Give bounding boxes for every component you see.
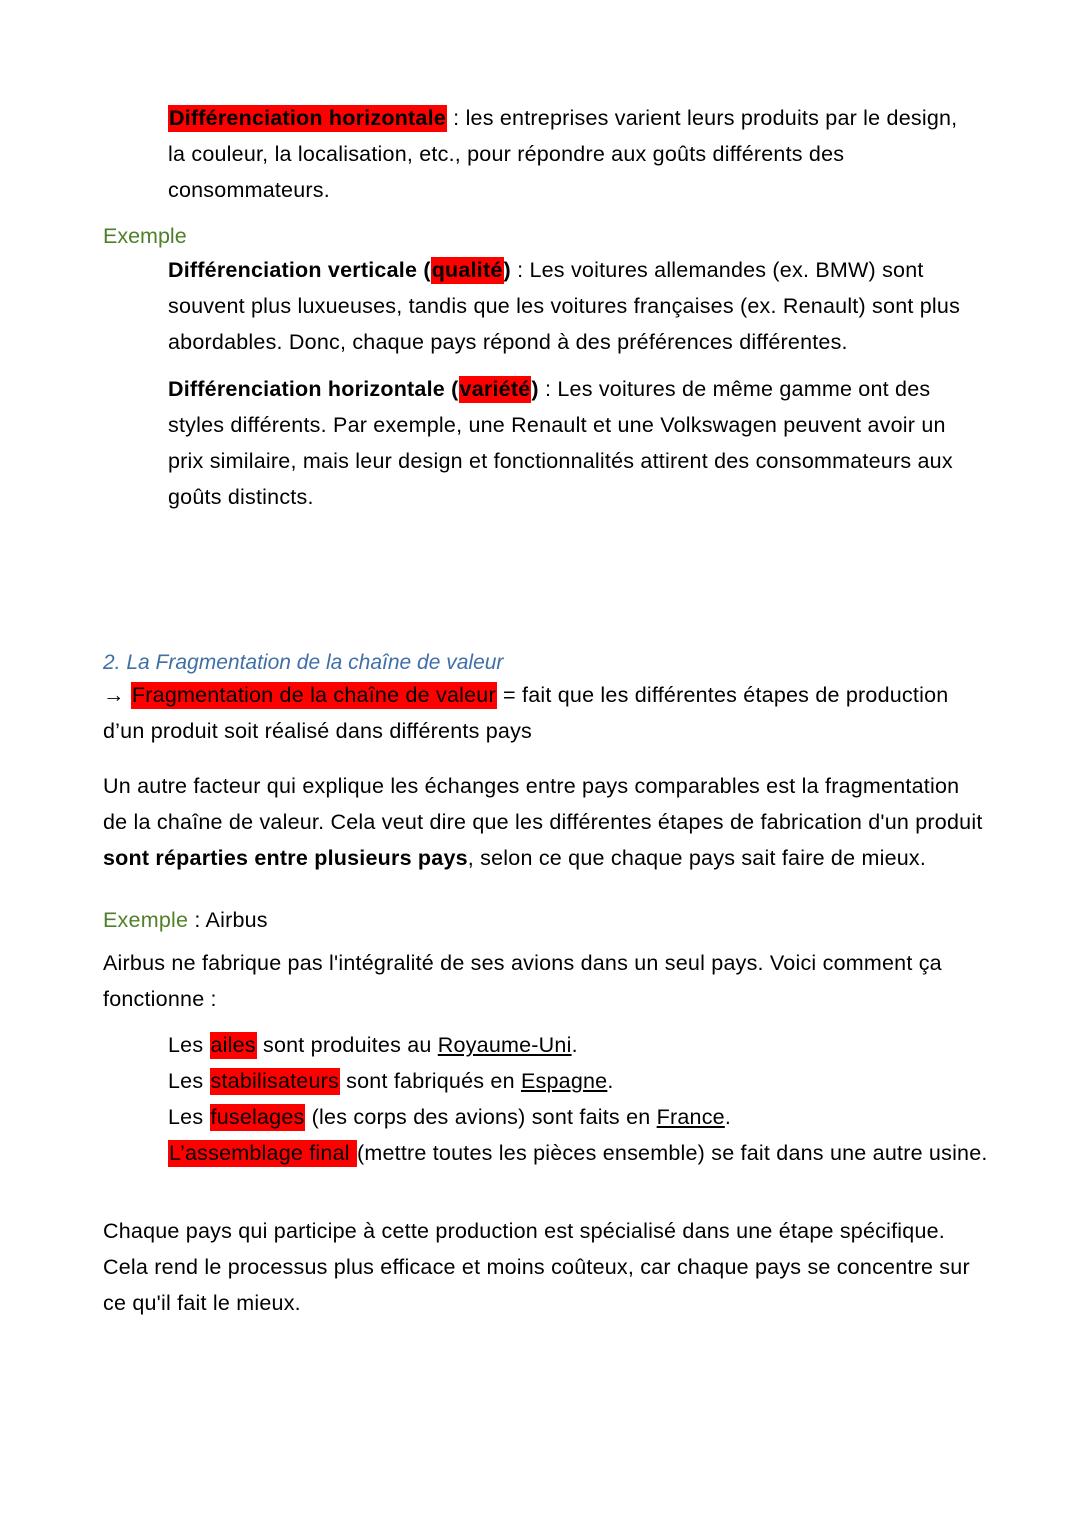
paragraph-part-1: Un autre facteur qui explique les échanges entre pays comparables est la fragmentation de la chaîne de valeur. Cela veut dire que les différentes étapes de fabrication d'un produit bbox=[103, 774, 983, 834]
definition-separator: : bbox=[538, 377, 558, 401]
list-item bbox=[168, 1099, 998, 1135]
paragraph-autre-facteur bbox=[103, 768, 983, 876]
heading-exemple-label: Exemple bbox=[103, 908, 189, 932]
term-differenciation-horizontale-prefix: Différenciation horizontale ( bbox=[168, 377, 459, 401]
list-item-middle: sont fabriqués en bbox=[339, 1069, 521, 1093]
heading-exemple-subject: : Airbus bbox=[188, 908, 268, 932]
definition-body: Les voitures de même gamme ont des styles différents. Par exemple, une Renault et une Volkswagen peuvent avoir un prix similaire, mais leur design et fonctionnalités attirent des consommateurs aux goûts distincts. bbox=[168, 377, 953, 509]
list-airbus-production-steps bbox=[168, 1027, 998, 1171]
underline-espagne: Espagne bbox=[520, 1069, 608, 1093]
arrow-right-icon: → bbox=[103, 683, 125, 707]
paragraph-differenciation-horizontale bbox=[168, 100, 978, 208]
heading-exemple-2 bbox=[103, 902, 603, 938]
paragraph-conclusion: Chaque pays qui participe à cette production est spécialisé dans une étape spécifique. Cela rend le processus plus efficace et moins coûteux, car chaque pays se concentre sur ce qu'il fait le mieux. bbox=[103, 1219, 970, 1315]
space-after-arrow bbox=[125, 683, 131, 707]
list-item bbox=[168, 1027, 998, 1063]
highlight-assemblage-final: L’assemblage final bbox=[169, 1141, 356, 1165]
list-item-middle: (les corps des avions) sont faits en bbox=[305, 1105, 657, 1129]
highlight-fragmentation-chaine-valeur: Fragmentation de la chaîne de valeur bbox=[131, 683, 496, 707]
list-item-suffix: . bbox=[571, 1033, 578, 1057]
highlight-stabilisateurs: stabilisateurs bbox=[210, 1069, 339, 1093]
paragraph-differenciation-verticale bbox=[168, 252, 980, 360]
list-item-suffix: . bbox=[724, 1105, 732, 1129]
term-differenciation-verticale-suffix: ) bbox=[503, 258, 511, 282]
underline-france: France bbox=[656, 1105, 725, 1129]
paragraph-part-2: , selon ce que chaque pays sait faire de mieux. bbox=[467, 846, 927, 870]
underline-royaume-uni: Royaume-Uni bbox=[437, 1033, 572, 1057]
list-item-middle: (mettre toutes les pièces ensemble) se fait dans une autre usine. bbox=[356, 1141, 988, 1165]
highlight-fuselages: fuselages bbox=[210, 1105, 305, 1129]
definition-separator: : bbox=[446, 106, 466, 130]
definition-body: Les voitures allemandes (ex. BMW) sont souvent plus luxueuses, tandis que les voitures françaises (ex. Renault) sont plus abordables. Donc, chaque pays répond à des préférences différentes. bbox=[168, 258, 961, 354]
heading-exemple-1: Exemple bbox=[103, 224, 187, 248]
definition-separator: : bbox=[510, 258, 530, 282]
heading-section-2: 2. La Fragmentation de la chaîne de valeur bbox=[103, 651, 504, 674]
definition-body: fait que les différentes étapes de production d’un produit soit réalisé dans différents pays bbox=[103, 683, 949, 743]
highlight-qualite: qualité bbox=[431, 258, 503, 282]
list-item-suffix: . bbox=[607, 1069, 614, 1093]
definition-equals: = bbox=[496, 683, 522, 707]
list-item-middle: sont produites au bbox=[256, 1033, 438, 1057]
paragraph-definition-fragmentation bbox=[103, 677, 983, 749]
list-item bbox=[168, 1063, 998, 1099]
highlight-variete: variété bbox=[459, 377, 531, 401]
list-item bbox=[168, 1135, 998, 1171]
term-differenciation-verticale-prefix: Différenciation verticale ( bbox=[168, 258, 431, 282]
list-item-prefix: Les bbox=[168, 1069, 210, 1093]
term-differenciation-horizontale-suffix: ) bbox=[531, 377, 539, 401]
list-item-prefix: Les bbox=[168, 1033, 210, 1057]
highlight-ailes: ailes bbox=[210, 1033, 256, 1057]
bold-sont-reparties: sont réparties entre plusieurs pays bbox=[103, 846, 468, 870]
highlight-differenciation-horizontale: Différenciation horizontale bbox=[169, 106, 446, 130]
list-item-prefix: Les bbox=[168, 1105, 210, 1129]
paragraph-differenciation-horizontale-exemple bbox=[168, 371, 980, 515]
paragraph-airbus-intro: Airbus ne fabrique pas l'intégralité de ses avions dans un seul pays. Voici comment ça fonctionne : bbox=[103, 951, 942, 1011]
definition-body: les entreprises varient leurs produits par le design, la couleur, la localisation, etc., pour répondre aux goûts différents des consommateurs. bbox=[168, 106, 958, 202]
